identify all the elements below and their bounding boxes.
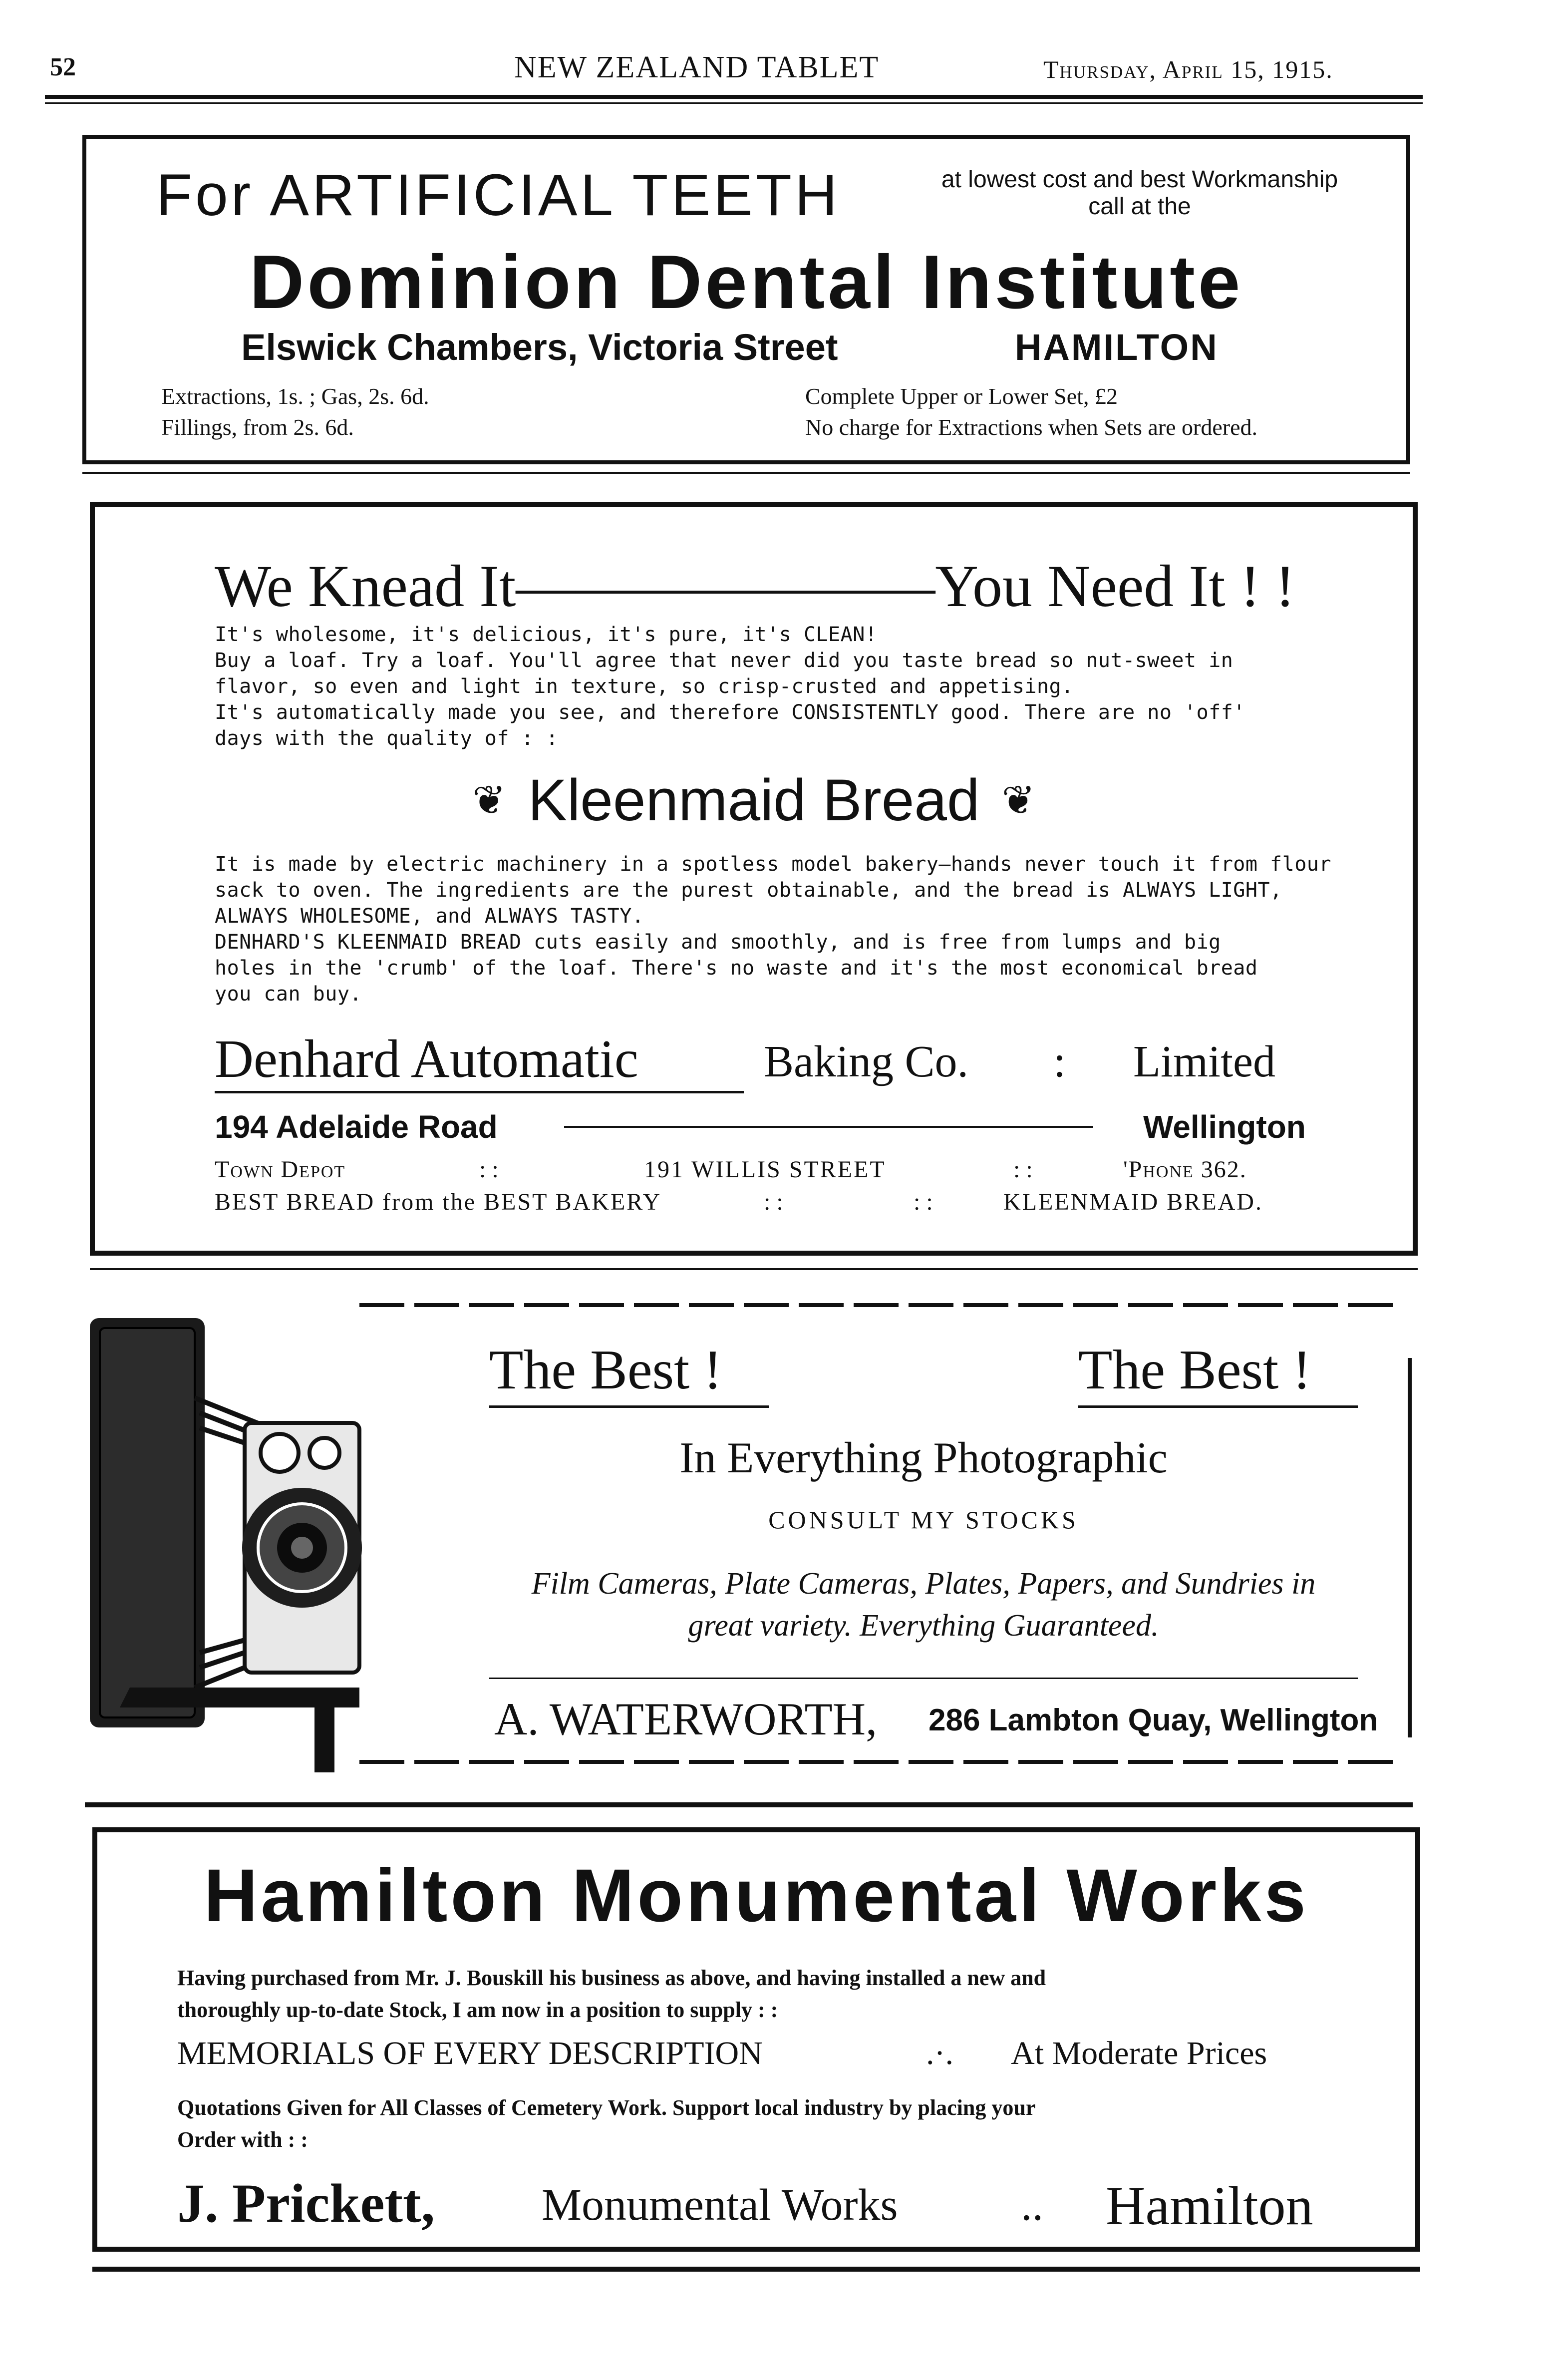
bread-footer1-d: : : [1013, 1156, 1033, 1183]
photo-goods [489, 1563, 1358, 1647]
monumental-quote-line2: Order with : : [177, 2127, 308, 2152]
dental-price-fillings: Fillings, from 2s. 6d. [161, 414, 354, 440]
bread-para1-line: Buy a loaf. Try a loaf. You'll agree that never did you taste bread so nut-sweet in [215, 649, 1234, 672]
photo-best-right-underline [1078, 1405, 1358, 1408]
bread-para1-line: flavor, so even and light in texture, so crisp-crusted and appetising. [215, 675, 1074, 698]
monumental-headline: Hamilton Monumental Works [203, 1853, 1309, 1937]
bread-footer2-c: : : [914, 1189, 933, 1215]
photo-merchant-address: 286 Lambton Quay, Wellington [928, 1703, 1378, 1737]
leaf-ornament-icon: ❦ [472, 779, 506, 823]
footer-rule [92, 2267, 1420, 2272]
bread-para2-line: holes in the 'crumb' of the loaf. There's no waste and it's the most economical bread [215, 957, 1258, 980]
bread-para1-line: It's automatically made you see, and therefore CONSISTENTLY good. There are no 'off' [215, 701, 1245, 724]
dental-tagline-line2: call at the [1088, 193, 1191, 220]
photo-goods-line2: great variety. Everything Guaranteed. [688, 1609, 1159, 1643]
monumental-para-line2: thoroughly up-to-date Stock, I am now in a position to supply : : [177, 1998, 778, 2022]
photo-best-right: The Best ! [1078, 1339, 1311, 1401]
bread-para2 [215, 851, 1331, 1007]
bread-company-ltd: Limited [1133, 1037, 1275, 1086]
bread-footer2-a: BEST BREAD from the BEST BAKERY [215, 1189, 662, 1215]
bread-address-rule [564, 1126, 1093, 1128]
bread-para2-line: sack to oven. The ingredients are the purest obtainable, and the bread is ALWAYS LIGHT, [215, 879, 1282, 902]
monumental-proprietor-mid: Monumental Works [542, 2180, 898, 2230]
divider-rule [90, 1268, 1418, 1270]
issue-date: Thursday, April 15, 1915. [1043, 55, 1333, 83]
monumental-para [177, 1962, 1046, 2026]
page-number: 52 [50, 53, 76, 81]
monumental-ad [92, 1827, 1420, 2252]
bread-para2-line: ALWAYS WHOLESOME, and ALWAYS TASTY. [215, 905, 644, 928]
bread-product-name: Kleenmaid Bread [528, 767, 980, 833]
monumental-quote [177, 2092, 1035, 2156]
monumental-proprietor-sep: .. [1021, 2180, 1043, 2230]
bread-ad [90, 502, 1418, 1256]
bread-address: 194 Adelaide Road [215, 1109, 498, 1145]
dental-institute-name: Dominion Dental Institute [249, 240, 1243, 325]
dental-address: Elswick Chambers, Victoria Street [241, 327, 838, 368]
bread-footer1-e: 'Phone 362. [1123, 1156, 1247, 1183]
bread-company-rest: Baking Co. [764, 1037, 969, 1086]
bread-city: Wellington [1143, 1109, 1306, 1145]
bread-footer1-c: 191 WILLIS STREET [644, 1156, 886, 1183]
dental-prices-left [161, 381, 429, 443]
leaf-ornament-icon: ❦ [1001, 779, 1035, 823]
dental-price-extractions: Extractions, 1s. ; Gas, 2s. 6d. [161, 383, 429, 409]
header-rule-thin [45, 102, 1423, 104]
bread-company-main: Denhard Automatic [215, 1029, 638, 1089]
photo-consult: CONSULT MY STOCKS [768, 1506, 1079, 1534]
dental-headline: For ARTIFICIAL TEETH [156, 162, 841, 228]
dental-tagline [905, 166, 1374, 220]
photo-goods-line1: Film Cameras, Plate Cameras, Plates, Papers, and Sundries in [531, 1567, 1316, 1601]
masthead: NEW ZEALAND TABLET [514, 50, 880, 84]
monumental-quote-line1: Quotations Given for All Classes of Cemetery Work. Support local industry by placing your [177, 2095, 1036, 2120]
bread-headline: We Knead It———————You Need It ! ! [215, 553, 1295, 619]
bread-product-line [95, 766, 1413, 834]
ornament-border-right [1408, 1358, 1412, 1737]
monumental-proprietor-city: Hamilton [1106, 2175, 1313, 2236]
dental-tagline-line1: at lowest cost and best Workmanship [941, 166, 1338, 193]
bread-para1-line: days with the quality of : : [215, 727, 559, 750]
bread-para1-line: It's wholesome, it's delicious, it's pure, it's CLEAN! [215, 623, 878, 646]
photo-best-left-underline [489, 1405, 769, 1408]
dental-city: HAMILTON [1015, 327, 1219, 368]
monumental-para-line1: Having purchased from Mr. J. Bouskill his business as above, and having installed a new and [177, 1966, 1046, 1990]
dental-ad [82, 135, 1410, 464]
bread-footer1-a: Town Depot [215, 1156, 346, 1183]
monumental-memorials: MEMORIALS OF EVERY DESCRIPTION [177, 2035, 763, 2071]
monumental-prices: At Moderate Prices [1011, 2035, 1267, 2071]
photo-merchant-rule [489, 1678, 1358, 1679]
dental-prices-right [805, 381, 1257, 443]
photo-best-left: The Best ! [489, 1339, 722, 1401]
bread-company-colon: : [1053, 1037, 1066, 1086]
folding-camera-illustration [80, 1298, 399, 1777]
bread-para1 [215, 622, 1245, 751]
bread-footer1-b: : : [479, 1156, 499, 1183]
monumental-proprietor: J. Prickett, [177, 2173, 435, 2234]
bread-para2-line: you can buy. [215, 983, 362, 1006]
ornament-border-bottom [359, 1760, 1398, 1764]
photo-merchant: A. WATERWORTH, [494, 1694, 878, 1744]
header-rule [45, 95, 1423, 99]
divider-rule [82, 472, 1410, 474]
divider-rule [85, 1802, 1413, 1807]
bread-footer2-d: KLEENMAID BREAD. [1003, 1189, 1263, 1215]
bread-footer2-b: : : [764, 1189, 783, 1215]
ornament-border-top [359, 1303, 1398, 1307]
dental-price-set: Complete Upper or Lower Set, £2 [805, 383, 1118, 409]
bread-para2-line: It is made by electric machinery in a spotless model bakery—hands never touch it from flour [215, 853, 1331, 876]
bread-company-underline [215, 1091, 744, 1093]
bread-para2-line: DENHARD'S KLEENMAID BREAD cuts easily and smoothly, and is free from lumps and big [215, 931, 1221, 954]
photo-ad [80, 1283, 1428, 1787]
photo-subhead: In Everything Photographic [679, 1434, 1168, 1482]
dental-price-note: No charge for Extractions when Sets are ordered. [805, 414, 1258, 440]
monumental-dots: .·. [926, 2035, 953, 2071]
